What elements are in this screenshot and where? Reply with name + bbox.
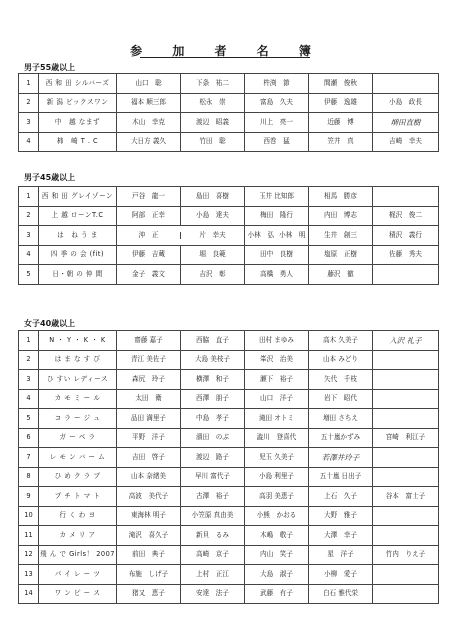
- member-name: 大澤 幸子: [309, 526, 373, 546]
- member-name: [373, 467, 439, 487]
- table-row: [19, 187, 439, 207]
- team-name: 柿 崎 T . C: [39, 132, 117, 152]
- table-row: [19, 467, 439, 487]
- roster-table: [18, 73, 439, 152]
- row-number: 3: [19, 113, 39, 133]
- member-name: 高橋 勇人: [245, 265, 309, 285]
- member-name: 西澤 朋子: [181, 389, 245, 409]
- row-number: 9: [19, 487, 39, 507]
- member-name: [373, 526, 439, 546]
- member-name: 吉田 啓子: [117, 448, 181, 468]
- member-name: 小島 利里子: [245, 467, 309, 487]
- team-name: 新 潟 ビックスワン: [39, 93, 117, 113]
- table-row: [19, 545, 439, 565]
- member-name: 品田 満里子: [117, 409, 181, 429]
- team-name: ガ ー ベ ラ: [39, 428, 117, 448]
- table-row: [19, 74, 439, 94]
- member-name: 高木 久美子: [309, 331, 373, 351]
- member-name: 梶沢 俊二: [373, 206, 439, 226]
- member-name: [373, 74, 439, 94]
- row-number: 4: [19, 245, 39, 265]
- table-row: [19, 370, 439, 390]
- member-name: 吉崎 幸夫: [373, 132, 439, 152]
- member-name: 佐藤 秀夫: [373, 245, 439, 265]
- member-name: [373, 265, 439, 285]
- member-name: 松永 崇: [181, 93, 245, 113]
- row-number: 10: [19, 506, 39, 526]
- roster-table: [18, 186, 439, 285]
- member-name: 内田 博志: [309, 206, 373, 226]
- page-title: 参 加 者 名 簿: [130, 44, 324, 58]
- member-name: 武藤 有子: [245, 584, 309, 604]
- member-name: 増田直樹: [373, 113, 439, 133]
- member-name: 新貝 るみ: [181, 526, 245, 546]
- member-name: [373, 350, 439, 370]
- member-name: 内山 笑子: [245, 545, 309, 565]
- table-row: [19, 409, 439, 429]
- member-name: 大島 美枝子: [181, 350, 245, 370]
- member-name: 木山 幸克: [117, 113, 181, 133]
- member-name: 田村 まゆみ: [245, 331, 309, 351]
- member-name: 富島 久夫: [245, 93, 309, 113]
- member-name: 大日方 義久: [117, 132, 181, 152]
- team-name: カ モ ミ ー ル: [39, 389, 117, 409]
- member-name: 増田 さちえ: [309, 409, 373, 429]
- team-name: 日・朝 の 仲 間: [39, 265, 117, 285]
- member-name: 森尻 玲子: [117, 370, 181, 390]
- member-name: [373, 409, 439, 429]
- member-name: [373, 565, 439, 585]
- row-number: 2: [19, 93, 39, 113]
- member-name: 伊藤 逸雄: [309, 93, 373, 113]
- member-name: 若澤井玲子: [309, 448, 373, 468]
- row-number: 12: [19, 545, 39, 565]
- member-name: 五十嵐 日出子: [309, 467, 373, 487]
- member-name: 山口 聡: [117, 74, 181, 94]
- row-number: 13: [19, 565, 39, 585]
- table-row: [19, 526, 439, 546]
- member-name: 伊藤 吉蔵: [117, 245, 181, 265]
- team-name: 西 和 田 シルバーズ: [39, 74, 117, 94]
- team-name: カ メ リ ア: [39, 526, 117, 546]
- member-name: 小林 明: [279, 230, 306, 239]
- member-pair: [245, 226, 309, 246]
- table-row: [19, 584, 439, 604]
- member-name: 笠井 真: [309, 132, 373, 152]
- row-number: 7: [19, 448, 39, 468]
- member-name: 岩下 昭代: [309, 389, 373, 409]
- table-row: [19, 113, 439, 133]
- member-name: 瀬下 裕子: [245, 370, 309, 390]
- member-name: 五十嵐かずみ: [309, 428, 373, 448]
- row-number: 5: [19, 409, 39, 429]
- member-name: [373, 370, 439, 390]
- team-name: ワ ン ピ ー ス: [39, 584, 117, 604]
- row-number: 2: [19, 350, 39, 370]
- member-name: 東海林 明子: [117, 506, 181, 526]
- table-row: [19, 389, 439, 409]
- member-name: 山本 奈緒美: [117, 467, 181, 487]
- row-number: 3: [19, 226, 39, 246]
- section-label: 男子55歳以上: [24, 63, 76, 72]
- team-name: は ま な す び: [39, 350, 117, 370]
- member-name: 島田 喜樹: [181, 187, 245, 207]
- row-number: 3: [19, 370, 39, 390]
- member-name: 小笠原 真由美: [181, 506, 245, 526]
- member-name: 小島 達夫: [181, 206, 245, 226]
- member-name: [373, 187, 439, 207]
- member-name: 小柳 愛子: [309, 565, 373, 585]
- member-name: 前田 典子: [117, 545, 181, 565]
- member-name: [373, 389, 439, 409]
- member-name: 青江 美佐子: [117, 350, 181, 370]
- member-name: 小熊 かおる: [245, 506, 309, 526]
- member-name: 齋藤 嘉子: [117, 331, 181, 351]
- member-name: [373, 506, 439, 526]
- member-name: 大野 雅子: [309, 506, 373, 526]
- member-name: 入沢 礼子: [373, 331, 439, 351]
- member-name: 澁川 登喜代: [245, 428, 309, 448]
- member-name: 平野 洋子: [117, 428, 181, 448]
- team-name: ひ め ク ラ ブ: [39, 467, 117, 487]
- row-number: 4: [19, 132, 39, 152]
- member-name: 高崎 京子: [181, 545, 245, 565]
- member-name: 早川 富代子: [181, 467, 245, 487]
- table-row: [19, 226, 439, 246]
- table-row: [19, 565, 439, 585]
- team-name: 西 和 田 グレイゾーン: [39, 187, 117, 207]
- member-name: 小島 政長: [373, 93, 439, 113]
- row-number: 4: [19, 389, 39, 409]
- team-name: プ チ ト マ ト: [39, 487, 117, 507]
- table-row: [19, 265, 439, 285]
- member-name: 杵渕 節: [245, 74, 309, 94]
- team-name: 四 季 の 会 (fit): [39, 245, 117, 265]
- member-name: 大島 淑子: [245, 565, 309, 585]
- team-name: 飛 ん で Girls！ 2007: [39, 545, 117, 565]
- member-name: [373, 584, 439, 604]
- member-name: 木嶋 敬子: [245, 526, 309, 546]
- member-name: 塩原 正樹: [309, 245, 373, 265]
- member-name: 片 幸夫: [199, 230, 226, 239]
- member-name: 高波 美代子: [117, 487, 181, 507]
- table-row: [19, 132, 439, 152]
- member-name: 西巻 猛: [245, 132, 309, 152]
- row-number: 11: [19, 526, 39, 546]
- member-name: 児玉 久美子: [245, 448, 309, 468]
- member-name: 矢代 千枝: [309, 370, 373, 390]
- member-name: 間瀬 俊秋: [309, 74, 373, 94]
- member-name: 積沢 義行: [373, 226, 439, 246]
- team-name: N ・ Y ・ K ・ K: [39, 331, 117, 351]
- member-name: 上石 久子: [309, 487, 373, 507]
- member-name: 堀 良範: [181, 245, 245, 265]
- row-number: 1: [19, 187, 39, 207]
- row-number: 2: [19, 206, 39, 226]
- team-name: 上 越 ローンT.C: [39, 206, 117, 226]
- member-name: 高羽 美恵子: [245, 487, 309, 507]
- member-name: 山口 洋子: [245, 389, 309, 409]
- member-name: 玉井 比知郎: [245, 187, 309, 207]
- row-number: 8: [19, 467, 39, 487]
- member-pair: [117, 226, 245, 246]
- member-name: 山本 みどり: [309, 350, 373, 370]
- member-name: 西脇 直子: [181, 331, 245, 351]
- row-number: 1: [19, 74, 39, 94]
- member-name: 田中 良樹: [245, 245, 309, 265]
- member-name: 白石 雅代栄: [309, 584, 373, 604]
- member-name: 太田 衛: [117, 389, 181, 409]
- team-name: 行 く わ ヨ: [39, 506, 117, 526]
- member-name: 宮崎 利江子: [373, 428, 439, 448]
- member-name: 福本 顺三郎: [117, 93, 181, 113]
- team-name: レ モ ン バ ー ム: [39, 448, 117, 468]
- table-row: [19, 448, 439, 468]
- member-name: [373, 448, 439, 468]
- member-name: 猪又 恵子: [117, 584, 181, 604]
- member-name: 渡辺 路子: [181, 448, 245, 468]
- row-number: 1: [19, 331, 39, 351]
- member-name: 阿部 正幸: [117, 206, 181, 226]
- title-underline: [140, 57, 310, 58]
- member-name: 小林 弘: [247, 230, 274, 239]
- table-row: [19, 487, 439, 507]
- member-name: 渡辺 昭義: [181, 113, 245, 133]
- table-row: [19, 93, 439, 113]
- table-row: [19, 506, 439, 526]
- member-name: 星 洋子: [309, 545, 373, 565]
- row-number: 14: [19, 584, 39, 604]
- member-name: 生井 創三: [309, 226, 373, 246]
- member-name: 沖 正: [117, 232, 181, 239]
- row-number: 6: [19, 428, 39, 448]
- member-name: 近藤 博: [309, 113, 373, 133]
- member-name: 滝田 オトミ: [245, 409, 309, 429]
- member-name: 吉沢 彰: [181, 265, 245, 285]
- member-name: 谷本 富士子: [373, 487, 439, 507]
- team-name: は ね う ま: [39, 226, 117, 246]
- table-row: [19, 350, 439, 370]
- member-name: 峯沢 治美: [245, 350, 309, 370]
- member-name: 滝沢 喜久子: [117, 526, 181, 546]
- member-name: 中島 孝子: [181, 409, 245, 429]
- section-label: 女子40歳以上: [24, 319, 76, 328]
- team-name: ひ すい レディース: [39, 370, 117, 390]
- member-name: 戸谷 龍一: [117, 187, 181, 207]
- member-name: 古澤 裕子: [181, 487, 245, 507]
- member-name: 横澤 和子: [181, 370, 245, 390]
- roster-table: [18, 330, 439, 604]
- member-name: 安達 法子: [181, 584, 245, 604]
- member-name: 相馬 勝彦: [309, 187, 373, 207]
- table-row: [19, 331, 439, 351]
- member-name: 下条 祐二: [181, 74, 245, 94]
- member-name: 藤沢 徹: [309, 265, 373, 285]
- team-name: コ ラ ー ジ ュ: [39, 409, 117, 429]
- section-label: 男子45歳以上: [24, 173, 76, 182]
- table-row: [19, 428, 439, 448]
- member-name: 布施 しげ子: [117, 565, 181, 585]
- member-name: 川上 亮一: [245, 113, 309, 133]
- row-number: 5: [19, 265, 39, 285]
- member-name: 金子 義文: [117, 265, 181, 285]
- member-name: 梅田 隆行: [245, 206, 309, 226]
- member-name: 上村 正江: [181, 565, 245, 585]
- table-row: [19, 245, 439, 265]
- table-row: [19, 206, 439, 226]
- team-name: パ イ レ ー ツ: [39, 565, 117, 585]
- member-name: 濱田 のぶ: [181, 428, 245, 448]
- member-name: 竹田 聡: [181, 132, 245, 152]
- team-name: 中 越 なまず: [39, 113, 117, 133]
- member-name: 竹内 りえ子: [373, 545, 439, 565]
